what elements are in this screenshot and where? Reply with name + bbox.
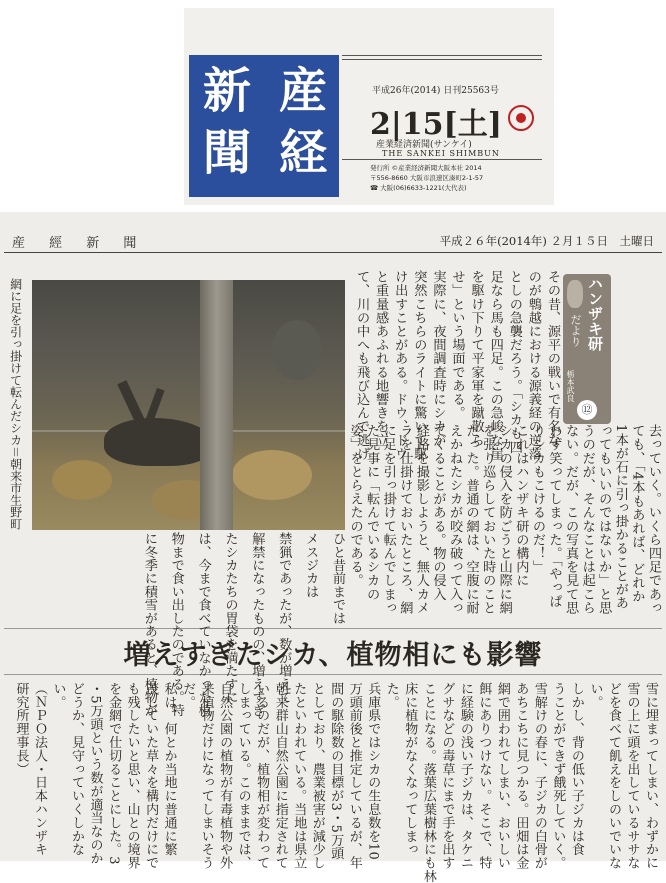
text-column: 間の駆除数の目標が3・5万頭 [328, 682, 344, 861]
text-column: け出すことがある。ドウ、ドウ [392, 270, 408, 461]
logo-char: 産 [278, 63, 327, 119]
text-column: 足なら馬も四足。この急峻な崖 [487, 270, 503, 461]
text-column: と重量感あふれる地響きを立 [373, 270, 389, 447]
salamander-icon [567, 280, 583, 308]
text-column: 禁猟であったが、数が増えて [276, 532, 292, 704]
text-column: 解禁になったものの、増えすぎ [249, 532, 265, 717]
text-column: 実際に、夜間調査時にシカが [430, 270, 446, 447]
column-title: ハンザキ研 [586, 276, 604, 351]
text-column: に経験の浅い子ジカは、タケニ [457, 682, 473, 870]
paper-name: 産 經 新 聞 [12, 236, 147, 251]
text-column: しまっている。このままでは、 [235, 682, 251, 870]
header-date: 平成２６年(2014年) ２月１５日 土曜日 [439, 234, 654, 248]
logo-char: 新 [202, 63, 251, 119]
text-column: どを食べて飢えをしのいでいな [605, 682, 621, 870]
text-column: を金網で仕切ることにした。3 [106, 682, 122, 865]
text-column: これはハンザキ研の構内に [513, 424, 529, 588]
body-text-right [350, 270, 560, 461]
masthead-clipping [184, 8, 554, 205]
text-column: たシカたちの胃袋を満たすに [222, 532, 238, 704]
text-column: 来植物だけになってしまいそう [198, 682, 214, 870]
tree-trunk [200, 280, 233, 530]
issue-date: 2|15[土] [370, 107, 502, 142]
address-line: 〒556-8660 大阪市浪速区湊町2-1-57 [370, 174, 484, 182]
sankei-logo [189, 55, 339, 197]
column-badge [563, 274, 611, 424]
text-column: に足を引っ掛けて転んでしまっ [380, 424, 396, 615]
text-column: ことになる。落葉広葉樹林にも林 [420, 682, 436, 883]
text-column: しかし、背の低い子ジカは食 [568, 682, 584, 857]
text-column: だった。普通の網は、空腹に耐 [463, 424, 479, 615]
text-column: のが鵯越における源義経の逆落 [525, 270, 541, 461]
text-column: ラを仕掛けておいたところ、網 [397, 424, 413, 615]
text-column: だ。 [180, 682, 196, 709]
text-column: 網で囲われてしまい、おいしい [494, 682, 510, 870]
text-column: 兵庫県ではシカの生息数を10 [365, 682, 381, 861]
text-column: 研究所理事長） [13, 682, 29, 776]
masthead-info [342, 55, 542, 197]
text-column: としており、農業被害が減少し [309, 682, 325, 870]
text-column: グサなどの毒草にまで手を出す [439, 682, 455, 870]
company-line: 産業経済新聞(サンケイ) [376, 140, 472, 150]
text-column: （ＮＰＯ法人・日本ハンザキ [32, 682, 47, 857]
english-name: THE SANKEI SHIMBUN [382, 149, 500, 158]
text-column: 去っていく。いくら四足であっ [645, 424, 661, 615]
text-column: 雪解けの春に、子ジカの白骨が [531, 682, 547, 870]
text-column: も残したいと思い、山との境界 [124, 682, 140, 870]
text-column: せ」という場面である。 [449, 270, 465, 420]
address-line: ☎ 大阪(06)6633-1221(大代表) [370, 184, 467, 192]
text-column: て、川の中へも飛び込んで逃げ [354, 270, 370, 461]
text-column: い。 [587, 682, 603, 709]
text-column: に冬季に積雪があると、植物が [141, 532, 157, 717]
text-column: メスジカは [303, 532, 319, 598]
seal-icon [508, 105, 534, 131]
text-column: 自然公園の植物が有毒植物や外 [217, 682, 233, 870]
column-number: ⑫ [577, 400, 597, 420]
text-column: 私は、何とか当地に普通に繁 [161, 682, 177, 857]
text-column: ってもいいのではないか」と思 [596, 424, 612, 615]
text-column: 雪に埋まってしまい、わずかに [642, 682, 658, 870]
column-author: 栃本武良 [566, 370, 575, 402]
text-column: を駆け下りて平家軍を蹴散ら [468, 270, 484, 447]
text-column: ・5万頭という数が適当なのか [87, 682, 103, 865]
text-column: 床に植物がなくなってしまっ [402, 682, 418, 857]
text-column: 餌にありつけない。そこで、特 [476, 682, 492, 870]
deer-figure [104, 418, 214, 466]
text-column: ひと昔前までは [330, 532, 345, 625]
text-column: た。 [383, 682, 399, 709]
text-column: 朝来群山自然公園に指定されて [272, 682, 288, 870]
address-line: 発行所 ©産業経済新聞大阪本社 2014 [370, 164, 482, 172]
column-subtitle: だより [569, 314, 582, 347]
text-column: ても、「4本もあれば、どれか [629, 424, 645, 603]
text-column: たといわれている。当地は県立 [291, 682, 307, 870]
photo-caption: 網に足を引っ掛けて転んだシカ＝朝来市生野町 [8, 278, 23, 531]
page-header [4, 232, 662, 253]
text-column: い。 [50, 682, 66, 709]
text-column: ない。だが、この写真を見て思 [563, 424, 579, 615]
text-column: どうか、見守っていくしかな [69, 682, 85, 857]
text-column: 経路を撮影しようと、無人カメ [413, 424, 429, 615]
text-column: 雪の上に頭を出しているササな [624, 682, 640, 870]
body-text-bottom [10, 682, 658, 883]
text-column: 万頭前後と推定しているが、年 [346, 682, 362, 870]
logo-char: 経 [278, 125, 327, 181]
text-column: その昔、源平の戦いで有名な [544, 270, 560, 447]
logo-char: 聞 [202, 125, 251, 181]
text-column: てくることがある。物の侵入 [430, 424, 446, 601]
text-column: えかねたシカが咬み破って入っ [447, 424, 463, 615]
issue-line: 平成26年(2014) 日刊25563号 [372, 86, 499, 96]
body-text-left [346, 424, 661, 624]
text-column: としの急襲だろう。「シカも四 [506, 270, 522, 454]
text-column: シカの侵入を防ごうと山際に網 [496, 424, 512, 615]
text-column: りシカもこけるのだ！」 [529, 424, 545, 574]
text-column: うのだが、そんなことは起こら [579, 424, 595, 615]
text-column: 1本が石に引っ掛かることがあ [612, 424, 628, 610]
text-column: あちこちに見つかる。田畑は金 [513, 682, 529, 870]
text-column: は、今まで食べていなかった植 [195, 532, 211, 717]
text-column: いるのだが、植物相が変わって [254, 682, 270, 870]
text-column: 茂していた草々を構内だけにで [143, 682, 159, 870]
text-column: た見事に「転んでいるシカの [364, 424, 380, 601]
text-column: 突然こちらのライトに驚いて駆 [411, 270, 427, 461]
text-column: を張り巡らしておいた時のこと [480, 424, 496, 615]
text-column: うことができず餓死していく。 [550, 682, 566, 870]
text-column: 姿」をとらえたのである。 [347, 424, 363, 588]
article-clipping [0, 212, 666, 883]
text-column: 物まで食い出したのである。特 [168, 532, 184, 717]
deer-photo [32, 280, 345, 530]
text-column: わず笑ってしまった。「やっぱ [546, 424, 562, 608]
headline: 増えすぎたシカ、植物相にも影響 [123, 640, 543, 671]
